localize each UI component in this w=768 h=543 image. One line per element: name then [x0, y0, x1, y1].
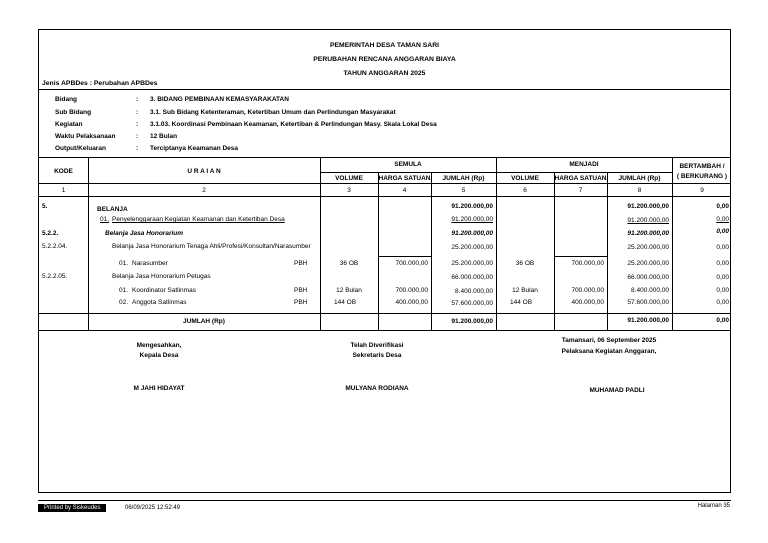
row-jumlah-semula: 25.200.000,00 — [451, 244, 493, 251]
col-kode: KODE — [54, 168, 73, 175]
print-datetime: 06/09/2025 12:52:49 — [125, 505, 181, 511]
sign-1-name: M JAHI HIDAYAT — [133, 385, 185, 392]
row-jumlah-menjadi: 66.000.000,00 — [627, 274, 669, 281]
col-berkurang: ( BERKURANG ) — [676, 173, 728, 180]
col-number: 3 — [347, 187, 351, 194]
row-selisih: 0,00 — [716, 228, 729, 235]
info-sep: : — [136, 145, 139, 152]
sign-1-role: Kepala Desa — [139, 352, 179, 359]
row-uraian: Koordinator Satlinmas — [132, 287, 196, 294]
row-uraian: Anggota Satlinmas — [132, 299, 187, 306]
info-value: 3. BIDANG PEMBINAAN KEMASYARAKATAN — [150, 96, 289, 103]
row-jumlah-semula: 91.200.000,00 — [451, 216, 493, 223]
row-jumlah-semula: 57.600.000,00 — [451, 300, 493, 307]
row-harga-semula: 700.000,00 — [395, 260, 428, 267]
row-jumlah-menjadi: 91.200.000,00 — [627, 203, 669, 210]
row-jumlah-menjadi: 8.400.000,00 — [631, 287, 669, 294]
sign-3-role: Pelaksana Kegiatan Anggaran, — [561, 348, 657, 355]
row-num: 01. — [100, 216, 110, 223]
row-kode: 5.2.2. — [42, 230, 59, 237]
info-value: 3.1. Sub Bidang Ketenteraman, Ketertiban Umum dan Perlindungan Masyarakat — [150, 109, 396, 116]
sign-1-title: Mengesahkan, — [136, 342, 182, 349]
info-sep: : — [136, 133, 139, 140]
row-jumlah-menjadi: 91.200.000,00 — [627, 217, 669, 224]
col-jumlah-2: JUMLAH (Rp) — [618, 175, 661, 182]
row-harga-menjadi: 400.000,00 — [571, 299, 604, 306]
printed-by-badge: Printed by Siskeudes — [38, 504, 106, 512]
row-source: PBH — [294, 260, 308, 267]
info-label: Bidang — [55, 96, 78, 103]
title-document: PERUBAHAN RENCANA ANGGARAN BIAYA — [313, 56, 456, 63]
row-num: 02. — [119, 299, 129, 306]
col-semula: SEMULA — [394, 161, 422, 168]
row-jumlah-semula: 91.200.000,00 — [451, 203, 493, 210]
col-volume-2: VOLUME — [511, 175, 539, 182]
sign-2-title: Telah Diverifikasi — [350, 342, 404, 349]
col-number: 4 — [402, 187, 407, 194]
row-volume-menjadi: 144 OB — [510, 299, 533, 306]
row-harga-semula: 700.000,00 — [395, 287, 428, 294]
row-volume-semula: 144 OB — [334, 299, 357, 306]
row-uraian: Narasumber — [132, 260, 168, 267]
row-kode: 5. — [42, 203, 48, 210]
info-label: Sub Bidang — [55, 109, 92, 116]
row-selisih: 0,00 — [716, 287, 729, 294]
row-kode: 5.2.2.04. — [42, 243, 68, 250]
total-jumlah-menjadi: 91.200.000,00 — [627, 317, 669, 324]
col-uraian: U R A I A N — [187, 168, 221, 175]
row-selisih: 0,00 — [716, 203, 729, 210]
row-jumlah-semula: 25.200.000,00 — [451, 260, 493, 267]
row-harga-menjadi: 700.000,00 — [571, 287, 604, 294]
row-volume-semula: 12 Bulan — [336, 287, 362, 294]
row-harga-semula: 400.000,00 — [395, 299, 428, 306]
row-selisih: 0,00 — [716, 274, 729, 281]
sign-3-name: MUHAMAD PADLI — [589, 387, 645, 394]
row-selisih: 0,00 — [716, 260, 729, 267]
row-jumlah-semula: 8.400.000,00 — [455, 288, 493, 295]
row-jumlah-menjadi: 91.200.000,00 — [627, 230, 669, 237]
info-sep: : — [136, 96, 139, 103]
row-volume-semula: 36 OB — [339, 260, 359, 267]
sign-3-title: Tamansari, 06 September 2025 — [561, 337, 657, 344]
col-number: 8 — [637, 187, 642, 194]
title-year: TAHUN ANGGARAN 2025 — [343, 70, 426, 77]
info-sep: : — [136, 109, 139, 116]
row-jumlah-menjadi: 25.200.000,00 — [627, 260, 669, 267]
col-volume-1: VOLUME — [335, 175, 363, 182]
total-label: JUMLAH (Rp) — [183, 318, 225, 325]
total-selisih: 0,00 — [716, 317, 729, 324]
row-jumlah-menjadi: 57.600.000,00 — [627, 299, 669, 306]
col-harga-1: HARGA SATUAN — [378, 175, 431, 182]
row-kode: 5.2.2.05. — [42, 273, 68, 280]
row-jumlah-semula: 91.200.000,00 — [451, 230, 493, 237]
col-menjadi: MENJADI — [569, 161, 599, 168]
row-harga-menjadi: 700.000,00 — [571, 260, 604, 267]
col-bertambah: BERTAMBAH / — [679, 163, 725, 170]
row-selisih: 0,00 — [716, 216, 729, 223]
row-selisih: 0,00 — [716, 244, 729, 251]
info-value: 12 Bulan — [150, 133, 178, 140]
row-source: PBH — [294, 287, 308, 294]
info-sep: : — [136, 121, 139, 128]
info-value: 3.1.03. Koordinasi Pembinaan Keamanan, Ketertiban & Perlindungan Masy. Skala Lokal Desa — [150, 121, 437, 128]
row-jumlah-menjadi: 25.200.000,00 — [627, 244, 669, 251]
info-label: Waktu Pelaksanaan — [55, 133, 116, 140]
row-uraian: BELANJA — [97, 206, 128, 213]
sign-2-role: Sekretaris Desa — [352, 352, 402, 359]
row-source: PBH — [294, 299, 308, 306]
info-label: Kegiatan — [55, 121, 83, 128]
col-number: 2 — [202, 187, 206, 194]
col-harga-2: HARGA SATUAN — [554, 175, 607, 182]
row-uraian: Belanja Jasa Honorarium Tenaga Ahli/Profesi/Konsultan/Narasumber — [112, 243, 311, 250]
col-number: 7 — [578, 187, 583, 194]
row-uraian: Belanja Jasa Honorarium — [105, 230, 184, 237]
page-number: Halaman 35 — [697, 503, 730, 509]
sign-2-name: MULYANA RODIANA — [345, 385, 409, 392]
row-jumlah-semula: 66.000.000,00 — [451, 274, 493, 281]
title-government: PEMERINTAH DESA TAMAN SARI — [329, 42, 439, 49]
col-number: 9 — [700, 187, 704, 194]
row-uraian: Penyelenggaraan Kegiatan Keamanan dan Ketertiban Desa — [112, 216, 285, 223]
row-selisih: 0,00 — [716, 299, 729, 306]
row-volume-menjadi: 12 Bulan — [512, 287, 538, 294]
col-number: 1 — [61, 187, 66, 194]
row-uraian: Belanja Jasa Honorarium Petugas — [112, 273, 211, 280]
info-label: Output/Keluaran — [55, 145, 106, 152]
row-num: 01. — [119, 260, 129, 267]
col-number: 6 — [523, 187, 527, 194]
document-page — [38, 29, 731, 493]
col-jumlah-1: JUMLAH (Rp) — [442, 175, 485, 182]
row-num: 01. — [119, 287, 129, 294]
col-number: 5 — [461, 187, 466, 194]
row-volume-menjadi: 36 OB — [515, 260, 535, 267]
jenis-apbdes: Jenis APBDes : Perubahan APBDes — [42, 80, 158, 87]
info-value: Terciptanya Keamanan Desa — [150, 145, 239, 152]
total-jumlah-semula: 91.200.000,00 — [451, 318, 493, 325]
